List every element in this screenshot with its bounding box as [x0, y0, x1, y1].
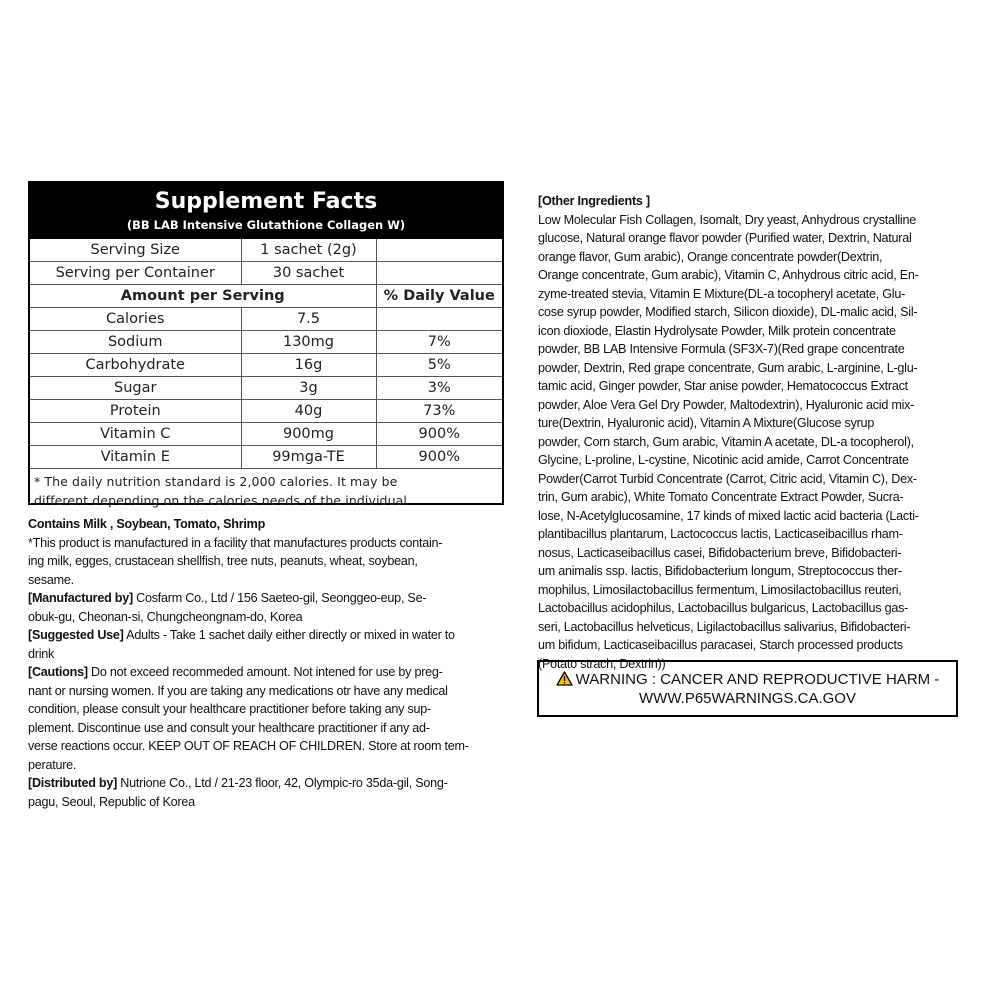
nutrient-name: Vitamin E [30, 446, 241, 469]
suggested-use-label: [Suggested Use] [28, 628, 124, 642]
suggested-use-line: drink [28, 646, 55, 661]
ingredients-column [538, 192, 966, 673]
cautions-line: verse reactions occur. KEEP OUT OF REACH OF CHILDREN. Store at room tem- [28, 739, 469, 753]
table-row [30, 446, 502, 469]
nutrient-amount: 7.5 [241, 308, 376, 331]
ingredient-line: ture(Dextrin, Hyaluronic acid), Vitamin A Mixture(Glucose syrup [538, 416, 875, 430]
table-row [30, 308, 502, 331]
nutrient-name: Sugar [30, 377, 241, 400]
ingredient-line: tamic acid, Ginger powder, Star anise powder, Hematococcus Extract [538, 379, 908, 393]
cautions-line: nant or nursing women. If you are taking any medications otr have any medical [28, 683, 448, 698]
nutrient-dv: 3% [376, 377, 502, 400]
cautions-line [28, 663, 510, 682]
serving-size-value: 1 sachet (2g) [241, 239, 376, 262]
ingredient-line: um bifidum, Lacticaseibacillus paracasei, Starch processed products [538, 638, 903, 652]
nutrient-name: Calories [30, 308, 241, 331]
cautions-line: condition, please consult your healthcare practitioner before taking any sup- [28, 702, 431, 716]
supplement-facts-title: Supplement Facts [154, 189, 378, 214]
distributor-text: Nutrione Co., Ltd / 21-23 floor, 42, Olympic-ro 35da-gil, Song- [117, 776, 448, 790]
serving-size-label: Serving Size [30, 239, 241, 262]
ingredient-line: zyme-treated stevia, Vitamin E Mixture(DL-a tocopheryl acetate, Glu- [538, 286, 906, 301]
ingredient-line: Orange concentrate, Gum arabic), Vitamin C, Anhydrous citric acid, En- [538, 268, 919, 282]
nutrient-amount: 40g [241, 400, 376, 423]
supplement-facts-header [30, 183, 502, 239]
cautions-label: [Cautions] [28, 665, 88, 679]
amount-header: Amount per Serving [30, 285, 376, 308]
nutrient-name: Carbohydrate [30, 354, 241, 377]
empty-cell [376, 262, 502, 285]
supplement-facts-panel [28, 181, 504, 508]
servings-value: 30 sachet [241, 262, 376, 285]
ingredient-line: Powder(Carrot Turbid Concentrate (Carrot, Citric acid, Vitamin C), Dex- [538, 471, 917, 486]
label-info-column [28, 515, 510, 811]
ingredient-line: powder, Aloe Vera Gel Dry Powder, Maltodextrin), Hyaluronic acid mix- [538, 397, 915, 412]
ingredient-line: glucose, Natural orange flavor powder (Purified water, Dextrin, Natural [538, 231, 912, 245]
distributor-line: pagu, Seoul, Republic of Korea [28, 794, 195, 809]
suggested-use-text: Adults - Take 1 sachet daily either directly or mixed in water to [123, 628, 455, 642]
nutrition-table [30, 239, 502, 469]
product-name: (BB LAB Intensive Glutathione Collagen W) [126, 218, 406, 232]
nutrient-amount: 3g [241, 377, 376, 400]
distributed-label: [Distributed by] [28, 776, 118, 790]
ingredient-line: powder, BB LAB Intensive Formula (SF3X-7)(Red grape concentrate [538, 342, 905, 356]
nutrient-dv: 5% [376, 354, 502, 377]
footnote-line: different depending on the calories needs of the individual [34, 493, 407, 508]
daily-value-header: % Daily Value [376, 285, 502, 308]
servings-label: Serving per Container [30, 262, 241, 285]
table-row [30, 377, 502, 400]
warning-url: WWW.P65WARNINGS.CA.GOV [639, 690, 856, 707]
ingredient-line: icon dioxiode, Elastin Hydrolysate Powder, Milk protein concentrate [538, 323, 896, 338]
manufacturer-line: obuk-gu, Cheonan-si, Chungcheongnam-do, Korea [28, 609, 303, 624]
cautions-line: plement. Discontinue use and consult your healthcare practitioner if any ad- [28, 720, 430, 735]
ingredient-line: lose, N-Acetylglucosamine, 17 kinds of mixed lactic acid bacteria (Lacti- [538, 508, 919, 523]
ingredient-line: Glycine, L-proline, L-cystine, Nicotinic acid amide, Carrot Concentrate [538, 453, 909, 467]
suggested-use-line [28, 626, 510, 645]
ingredient-line: mophilus, Limosilactobacillus fermentum, Limosilactobacillus reuteri, [538, 582, 902, 597]
cautions-line: perature. [28, 757, 77, 772]
facility-line: ing milk, egges, crustacean shellfish, tree nuts, peanuts, wheat, soybean, [28, 554, 418, 568]
nutrient-name: Vitamin C [30, 423, 241, 446]
ingredient-line: nosus, Lacticaseibacillus casei, Bifidobacterium breve, Bifidobacteri- [538, 545, 902, 560]
table-row [30, 331, 502, 354]
distributor-line [28, 774, 510, 793]
table-row [30, 239, 502, 262]
ingredient-line: Lactobacillus acidophilus, Lactobacillus bulgaricus, Lactobacillus gas- [538, 601, 909, 615]
ingredient-line: trin, Gum arabic), White Tomato Concentrate Extract Powder, Sucra- [538, 490, 904, 504]
empty-cell [376, 239, 502, 262]
table-row [30, 400, 502, 423]
ingredient-line: orange flavor, Gum arabic), Orange concentrate powder(Dextrin, [538, 249, 883, 264]
nutrient-amount: 130mg [241, 331, 376, 354]
ingredient-line: powder, Dextrin, Red grape concentrate, Gum arabic, L-arginine, L-glu- [538, 360, 918, 375]
manufactured-label: [Manufactured by] [28, 591, 133, 605]
table-row [30, 423, 502, 446]
prop65-warning-box [537, 660, 958, 717]
nutrient-amount: 900mg [241, 423, 376, 446]
nutrient-amount: 16g [241, 354, 376, 377]
ingredient-line: (Potato strach, Dextrin)) [538, 656, 666, 671]
ingredient-line: um animalis ssp. lactis, Bifidobacterium longum, Streptococcus ther- [538, 564, 902, 578]
manufacturer-text: Cosfarm Co., Ltd / 156 Saeteo-gil, Seonggeo-eup, Se- [132, 591, 427, 605]
ingredient-line: powder, Corn starch, Gum arabic, Vitamin A acetate, DL-a tocopherol), [538, 434, 914, 449]
nutrient-name: Protein [30, 400, 241, 423]
nutrient-dv [376, 308, 502, 331]
warning-line [539, 670, 956, 689]
other-ingredients-label: [Other Ingredients ] [538, 194, 650, 208]
table-row [30, 262, 502, 285]
warning-text: WARNING : CANCER AND REPRODUCTIVE HARM - [575, 671, 940, 688]
ingredient-line: cose syrup powder, Modified starch, Silicon dioxide), DL-malic acid, Sil- [538, 305, 918, 319]
nutrient-dv: 7% [376, 331, 502, 354]
daily-value-footnote [30, 469, 502, 510]
table-row [30, 354, 502, 377]
allergen-statement: Contains Milk , Soybean, Tomato, Shrimp [28, 517, 266, 531]
footnote-line: * The daily nutrition standard is 2,000 calories. It may be [34, 474, 398, 489]
cautions-text: Do not exceed recommeded amount. Not intened for use by preg- [87, 665, 443, 679]
facility-line: sesame. [28, 572, 74, 587]
manufacturer-line [28, 589, 510, 608]
nutrient-name: Sodium [30, 331, 241, 354]
nutrient-dv: 73% [376, 400, 502, 423]
ingredient-line: Low Molecular Fish Collagen, Isomalt, Dry yeast, Anhydrous crystalline [538, 212, 916, 227]
ingredient-line: seri, Lactobacillus helveticus, Ligilactobacillus salivarius, Bifidobacteri- [538, 619, 911, 634]
nutrient-amount: 99mga-TE [241, 446, 376, 469]
table-header-row [30, 285, 502, 308]
warning-triangle-icon [556, 671, 573, 686]
nutrient-dv: 900% [376, 423, 502, 446]
nutrient-dv: 900% [376, 446, 502, 469]
ingredient-line: plantibacillus plantarum, Lactococcus lactis, Lacticaseibacillus rham- [538, 527, 903, 541]
facility-line: *This product is manufactured in a facility that manufactures products contain- [28, 535, 443, 550]
